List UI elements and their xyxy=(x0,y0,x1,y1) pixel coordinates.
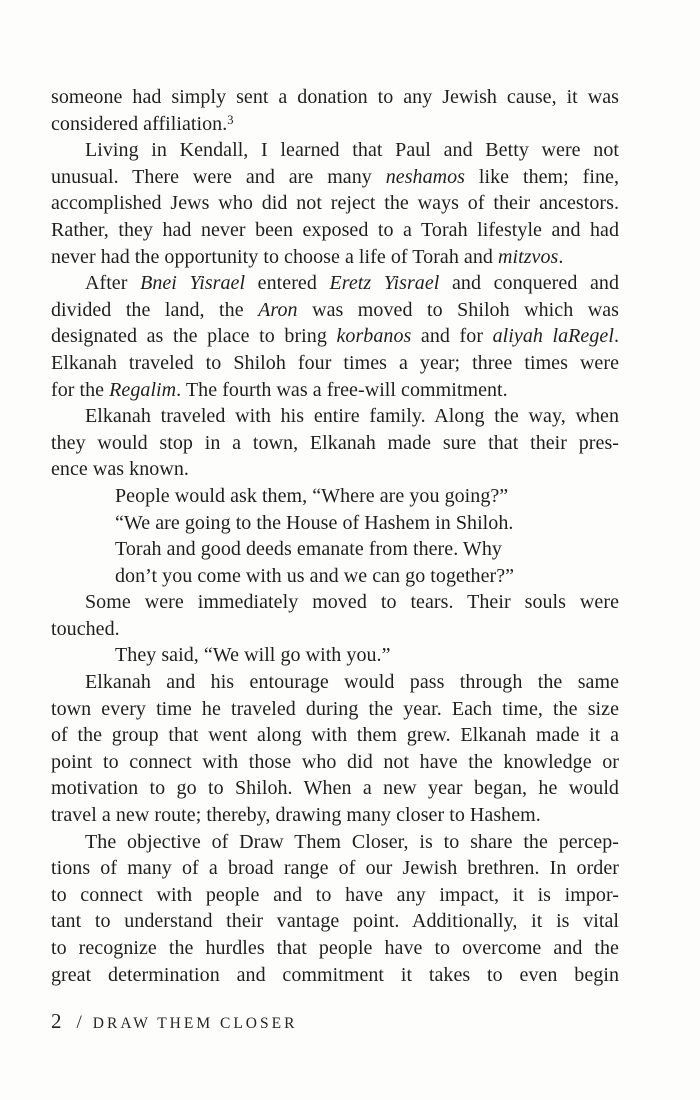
text-segment: Elkanah traveled with his entire family. Along the way, when xyxy=(85,405,619,428)
text-line xyxy=(51,855,619,882)
text-segment: Torah and good deeds emanate from there. Why xyxy=(115,538,502,561)
text-line xyxy=(51,589,619,616)
text-line xyxy=(51,935,619,962)
text-line xyxy=(51,217,619,244)
text-segment: Elkanah traveled to Shiloh four times a year; three times were xyxy=(51,351,619,374)
text-line xyxy=(51,536,619,563)
text-segment: touched. xyxy=(51,617,120,640)
text-line xyxy=(51,563,619,590)
text-line xyxy=(51,882,619,909)
text-line xyxy=(51,111,619,138)
book-title: DRAW THEM CLOSER xyxy=(92,1015,298,1032)
text-segment: considered affiliation. xyxy=(51,112,228,135)
footer-separator: / xyxy=(76,1012,82,1033)
text-line xyxy=(51,669,619,696)
text-segment: Rather, they had never been exposed to a Torah lifestyle and had xyxy=(51,218,619,241)
body-text xyxy=(51,84,619,988)
text-segment: entered xyxy=(245,272,330,295)
text-segment: tions of many of a broad range of our Jewish brethren. In order xyxy=(51,857,619,880)
text-segment: and for xyxy=(411,325,493,348)
italic-term: Bnei Yisrael xyxy=(140,272,246,295)
text-segment: and conquered and xyxy=(439,272,620,295)
text-segment: . The fourth was a free-will commitment. xyxy=(176,378,508,401)
text-line xyxy=(51,775,619,802)
text-segment: . xyxy=(613,325,620,348)
text-line xyxy=(51,190,619,217)
text-segment: motivation to go to Shiloh. When a new year began, he would xyxy=(51,777,619,800)
text-line xyxy=(51,270,619,297)
text-segment: point to connect with those who did not have the knowledge or xyxy=(51,750,619,773)
text-segment: of the group that went along with them grew. Elkanah made it a xyxy=(51,724,619,747)
text-segment: don’t you come with us and we can go together?” xyxy=(115,564,515,587)
text-segment: never had the opportunity to choose a life of Torah and xyxy=(51,245,499,268)
italic-term: neshamos xyxy=(385,165,466,188)
text-segment: Elkanah and his entourage would pass through the same xyxy=(85,671,619,694)
text-segment: The objective of Draw Them Closer, is to share the percep- xyxy=(85,830,619,853)
text-segment: for the xyxy=(51,378,110,401)
text-line xyxy=(51,377,619,404)
text-line xyxy=(51,616,619,643)
text-segment: unusual. There were and are many xyxy=(51,165,386,188)
text-segment: They said, “We will go with you.” xyxy=(115,644,391,667)
text-line xyxy=(51,696,619,723)
text-line xyxy=(51,749,619,776)
text-line xyxy=(51,642,619,669)
text-line xyxy=(51,403,619,430)
text-segment: designated as the place to bring xyxy=(51,325,337,348)
text-segment: Some were immediately moved to tears. Their souls were xyxy=(85,591,619,614)
text-line xyxy=(51,510,619,537)
italic-term: Eretz Yisrael xyxy=(329,272,440,295)
text-line xyxy=(51,829,619,856)
text-segment: People would ask them, “Where are you going?” xyxy=(115,484,509,507)
italic-term: aliyah laRegel xyxy=(492,325,614,348)
text-line xyxy=(51,722,619,749)
text-segment: ence was known. xyxy=(51,458,189,481)
italic-term: Aron xyxy=(258,298,298,321)
text-segment: divided the land, the xyxy=(51,298,259,321)
text-segment: to recognize the hurdles that people have to overcome and the xyxy=(51,937,619,959)
italic-term: korbanos xyxy=(336,325,412,348)
italic-term: mitzvos xyxy=(498,245,559,268)
text-segment: great determination and commitment it takes to even begin xyxy=(51,963,619,986)
text-segment: was moved to Shiloh which was xyxy=(297,298,619,321)
text-line xyxy=(51,297,619,324)
text-line xyxy=(51,350,619,377)
text-segment: they would stop in a town, Elkanah made sure that their pres- xyxy=(51,431,619,454)
text-line xyxy=(51,430,619,457)
text-segment: town every time he traveled during the year. Each time, the size xyxy=(51,697,619,720)
page-number: 2 xyxy=(51,1009,62,1033)
text-line xyxy=(51,908,619,935)
text-segment: like them; fine, xyxy=(465,165,619,188)
text-segment: After xyxy=(85,272,141,295)
text-line xyxy=(51,323,619,350)
text-segment: to connect with people and to have any impact, it is impor- xyxy=(51,883,619,906)
text-line xyxy=(51,164,619,191)
text-line xyxy=(51,137,619,164)
text-segment: accomplished Jews who did not reject the ways of their ancestors. xyxy=(51,192,619,215)
text-line xyxy=(51,483,619,510)
text-line xyxy=(51,84,619,111)
text-line xyxy=(51,456,619,483)
text-segment: . xyxy=(558,245,564,268)
text-line xyxy=(51,802,619,829)
text-line xyxy=(51,962,619,989)
text-segment: someone had simply sent a donation to any Jewish cause, it was xyxy=(51,86,619,108)
text-segment: tant to understand their vantage point. Additionally, it is vital xyxy=(51,910,619,933)
text-line xyxy=(51,244,619,271)
text-segment: travel a new route; thereby, drawing many closer to Hashem. xyxy=(51,804,541,827)
text-segment: Living in Kendall, I learned that Paul and Betty were not xyxy=(85,139,619,162)
footnote-reference: 3 xyxy=(227,112,234,127)
italic-term: Regalim xyxy=(109,378,177,401)
text-segment: “We are going to the House of Hashem in Shiloh. xyxy=(115,511,514,534)
page-footer xyxy=(51,1009,297,1034)
